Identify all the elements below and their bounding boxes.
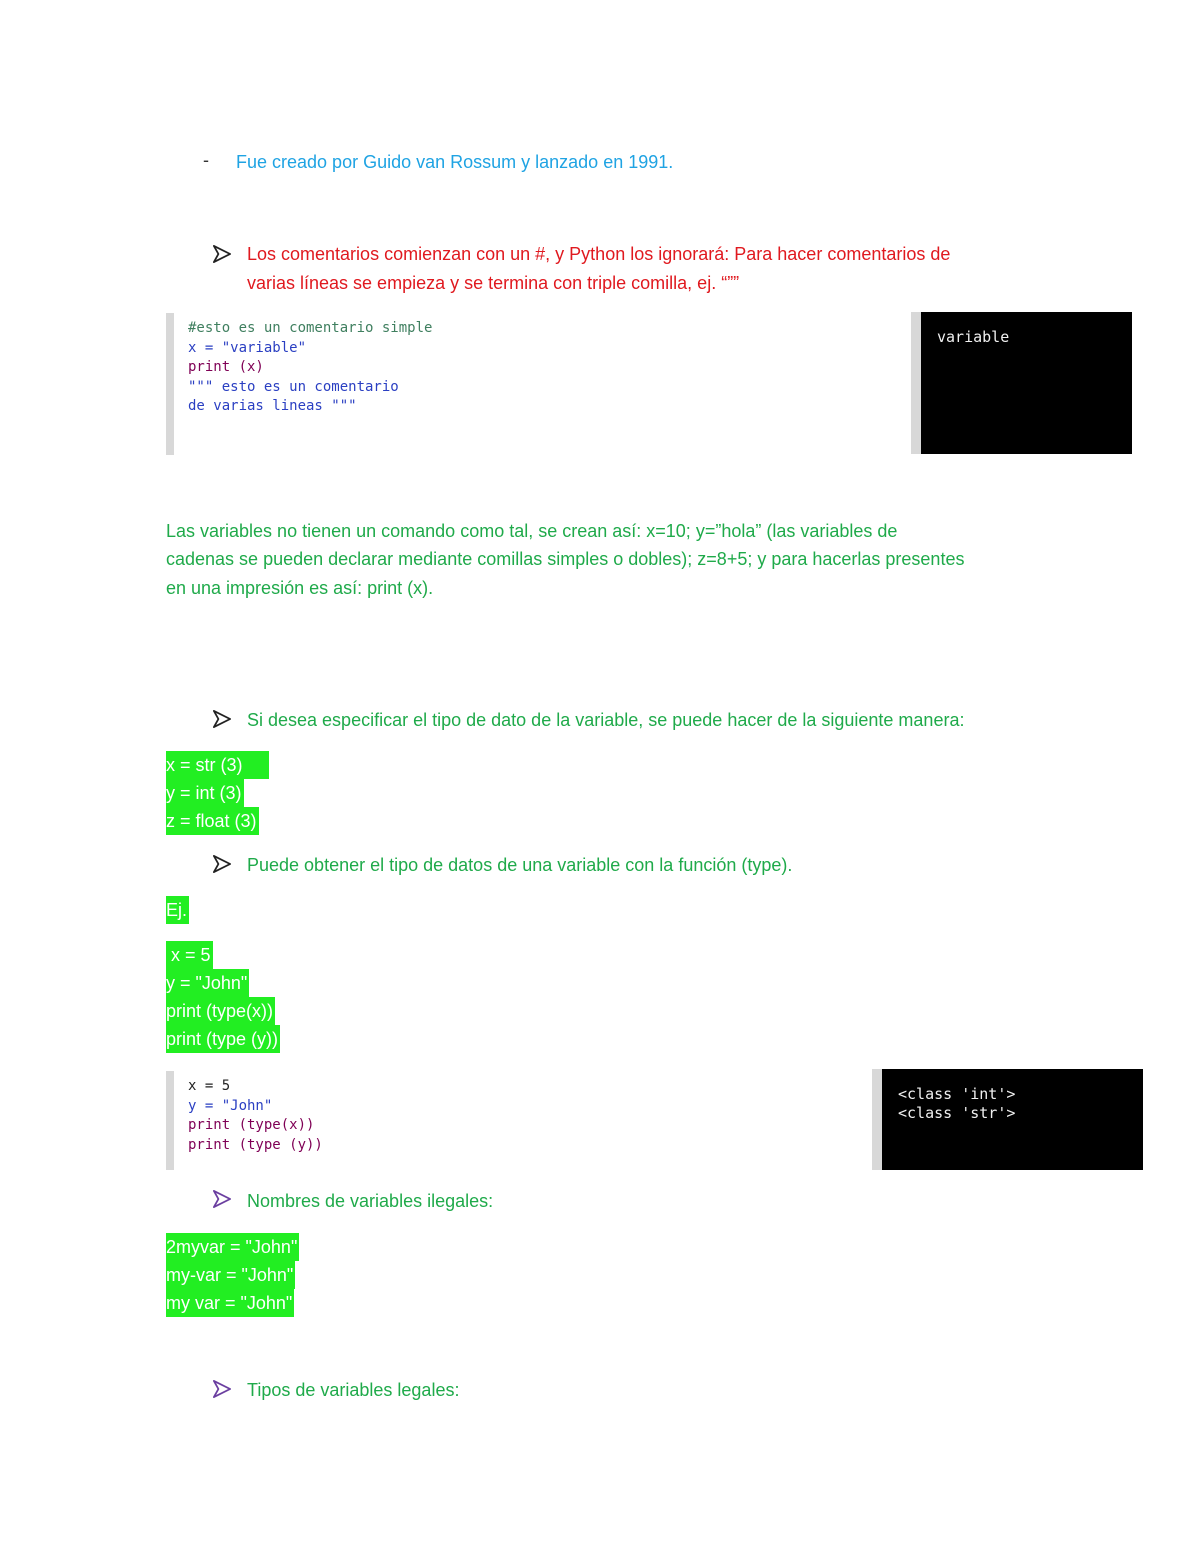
highlighted-code-line: y = "John" [166, 969, 249, 997]
highlighted-code-line: print (type(x)) [166, 997, 275, 1025]
code-line: de varias lineas """ [188, 398, 357, 414]
variables-line-1: Las variables no tienen un comando como tal, se crean así: x=10; y=”hola” (las variables de [166, 521, 898, 541]
code-line: print (type(x)) [188, 1117, 315, 1133]
console-line: <class 'int'> [898, 1085, 1016, 1103]
illegal-code-block [166, 1233, 299, 1317]
legal-types-text: Tipos de variables legales: [247, 1380, 460, 1400]
example-label: Ej. [166, 896, 189, 924]
arrow-bullet-icon [213, 1190, 231, 1208]
comments-line-2: varias líneas se empieza y se termina con triple comilla, ej. “”” [247, 273, 740, 293]
arrow-bullet-icon [213, 710, 231, 728]
type-function-text: Puede obtener el tipo de datos de una variable con la función (type). [247, 855, 793, 875]
arrow-bullet-icon [213, 245, 231, 263]
console-output-text [882, 1069, 1143, 1170]
code-line: #esto es un comentario simple [188, 320, 433, 336]
code-line: x = 5 [188, 1078, 231, 1094]
highlighted-code-line: my-var = "John" [166, 1261, 295, 1289]
comments-line-1: Los comentarios comienzan con un #, y Python los ignorará: Para hacer comentarios de [247, 244, 951, 264]
code-line: print (x) [188, 359, 264, 375]
highlighted-code-line: x = 5 [166, 941, 213, 969]
code-line: print (type (y)) [188, 1136, 323, 1153]
highlighted-code-line: z = float (3) [166, 807, 259, 835]
console-output-panel [872, 1069, 1143, 1170]
console-line: <class 'str'> [898, 1104, 1016, 1122]
arrow-bullet-icon [213, 855, 231, 873]
bullet-dash: - [203, 150, 209, 170]
code-editor-panel [166, 313, 586, 455]
highlighted-code-line: print (type (y)) [166, 1025, 280, 1053]
highlighted-code-line: my var = "John" [166, 1289, 294, 1317]
console-output-panel [911, 312, 1132, 454]
variables-line-3: en una impresión es así: print (x). [166, 578, 434, 598]
code-line: x = "variable" [188, 339, 307, 356]
code-line: y = "John" [188, 1097, 273, 1114]
type-code-block [166, 941, 280, 1053]
console-output-text: variable [921, 312, 1132, 454]
variables-line-2: cadenas se pueden declarar mediante comillas simples o dobles); z=8+5; y para hacerlas presentes [166, 549, 965, 569]
intro-text: Fue creado por Guido van Rossum y lanzado en 1991. [236, 152, 674, 172]
highlighted-code-line: y = int (3) [166, 779, 244, 807]
specify-code-block [166, 751, 269, 835]
illegal-names-text: Nombres de variables ilegales: [247, 1191, 494, 1211]
specify-text: Si desea especificar el tipo de dato de la variable, se puede hacer de la siguiente manera: [247, 710, 965, 730]
highlighted-code-line: x = str (3) [166, 751, 269, 779]
code-editor-panel [166, 1071, 586, 1170]
example-label-block [166, 896, 189, 924]
code-line: """ esto es un comentario [188, 378, 399, 395]
highlighted-code-line: 2myvar = "John" [166, 1233, 299, 1261]
arrow-bullet-icon [213, 1380, 231, 1398]
